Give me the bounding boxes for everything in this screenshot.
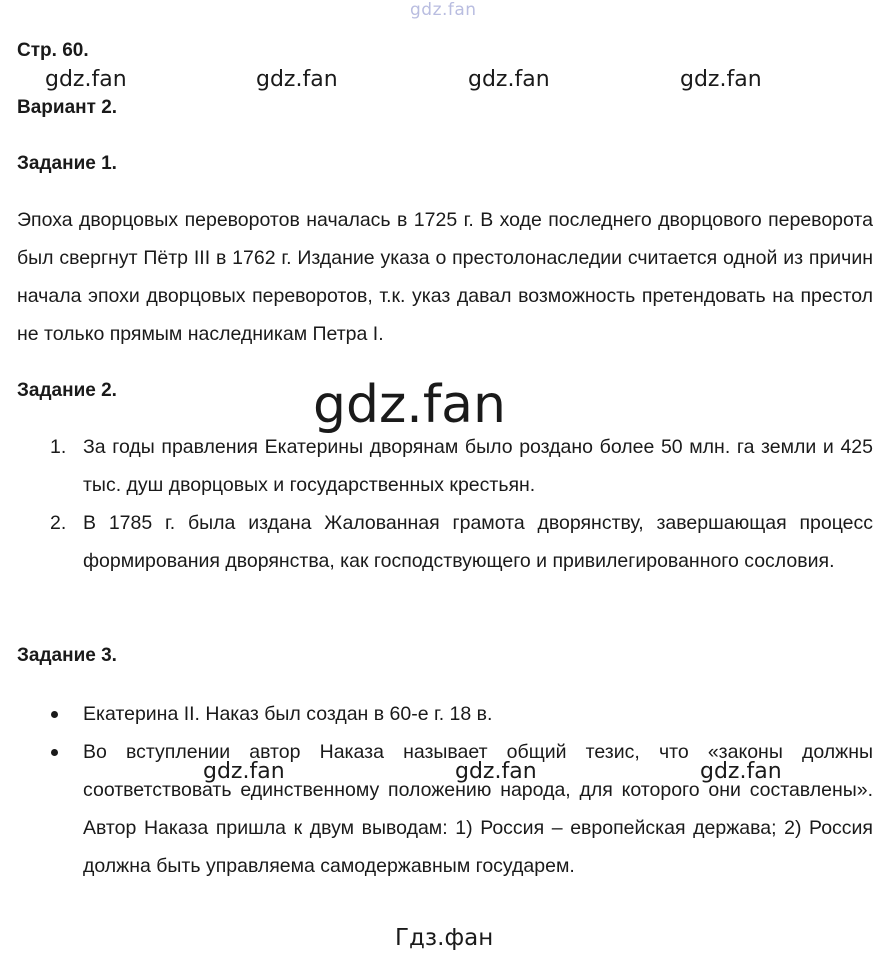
- list-item: Екатерина II. Наказ был создан в 60-е г. 18 в.: [83, 703, 493, 725]
- watermark: gdz.fan: [45, 67, 127, 92]
- page-label: Стр. 60.: [17, 40, 89, 61]
- bullet-icon: [51, 749, 58, 756]
- watermark: gdz.fan: [256, 67, 338, 92]
- list-number: 2.: [50, 512, 67, 534]
- watermark-top: gdz.fan: [410, 0, 477, 20]
- list-item: За годы правления Екатерины дворянам было роздано более 50 млн. га земли и 425 тыс. душ дворцовых и государственных крестьян.: [83, 436, 873, 496]
- watermark-large: gdz.fan: [313, 375, 506, 435]
- bullet-icon: [51, 711, 58, 718]
- task3-heading: Задание 3.: [17, 645, 117, 666]
- watermark: gdz.fan: [455, 759, 537, 784]
- watermark: gdz.fan: [468, 67, 550, 92]
- task1-heading: Задание 1.: [17, 153, 117, 174]
- task1-text: Эпоха дворцовых переворотов началась в 1725 г. В ходе последнего дворцового переворота был свергнут Пётр III в 1762 г. Издание указа о престолонаследии считается одной из причин начала эпохи дворцовых переворотов, т.к. указ давал возможность претендовать на престол не только прямым наследникам Петра I.: [17, 209, 873, 345]
- list-number: 1.: [50, 436, 67, 458]
- watermark: gdz.fan: [700, 759, 782, 784]
- list-item: Во вступлении автор Наказа называет общий тезис, что «законы должны соответствовать единственному положению народа, для которого они составлены». Автор Наказа пришла к двум выводам: 1) Россия – европейская держава; 2) Россия должна быть управляема самодержавным государем.: [83, 741, 873, 877]
- task2-heading: Задание 2.: [17, 380, 117, 401]
- watermark: gdz.fan: [203, 759, 285, 784]
- watermark: gdz.fan: [680, 67, 762, 92]
- watermark-bottom: Гдз.фан: [395, 925, 494, 951]
- variant-label: Вариант 2.: [17, 97, 118, 118]
- list-item: В 1785 г. была издана Жалованная грамота дворянству, завершающая процесс формирования дворянства, как господствующего и привилегированного сословия.: [83, 512, 873, 572]
